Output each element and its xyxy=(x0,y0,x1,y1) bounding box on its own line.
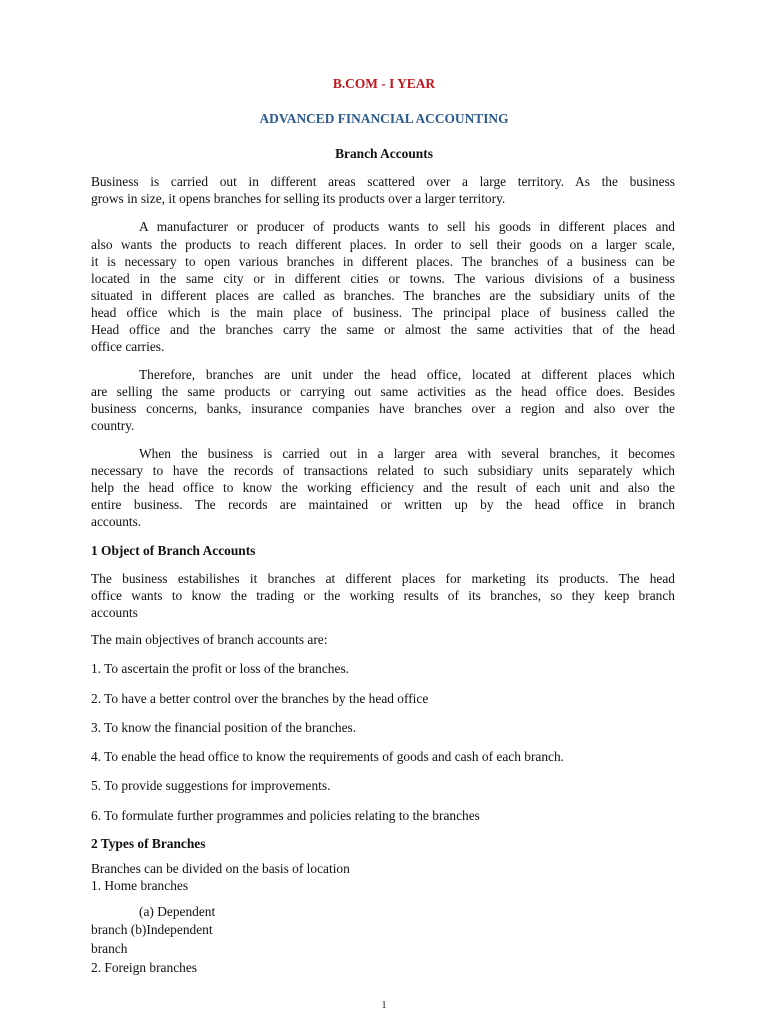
paragraph-line: are selling the same products or carrying out same activities as the head office does. Besides xyxy=(91,384,675,399)
paragraph-line: head office which is the main place of business. The principal place of business called the xyxy=(91,305,675,320)
paragraph-line: office carries. xyxy=(91,339,165,354)
paragraph-line: business concerns, banks, insurance companies have branches over a region and also over the xyxy=(91,401,675,416)
paragraph-line: Branches can be divided on the basis of location xyxy=(91,861,350,876)
list-item: 2. Foreign branches xyxy=(91,960,197,975)
paragraph-line: Business is carried out in different areas scattered over a large territory. As the business xyxy=(91,174,675,189)
list-item: 1. To ascertain the profit or loss of the branches. xyxy=(91,661,349,676)
paragraph-line: office wants to know the trading or the working results of its branches, so they keep branch xyxy=(91,588,675,603)
list-item: 1. Home branches xyxy=(91,878,189,893)
section-heading: 2 Types of Branches xyxy=(91,836,206,851)
paragraph-line: The business estabilishes it branches at different places for marketing its products. The head xyxy=(91,571,675,586)
list-intro: The main objectives of branch accounts are: xyxy=(91,632,328,647)
paragraph-line: accounts xyxy=(91,605,138,620)
paragraph-line: entire business. The records are maintained or written up by the head office in branch xyxy=(91,497,675,512)
paragraph-line: also wants the products to reach different places. In order to sell their goods on a larger scale, xyxy=(91,237,675,252)
paragraph-line: help the head office to know the working efficiency and the result of each unit and also the xyxy=(91,480,675,495)
course-heading: B.COM - I YEAR xyxy=(332,76,436,91)
list-item: 5. To provide suggestions for improvements. xyxy=(91,778,331,793)
page-title: Branch Accounts xyxy=(335,146,433,161)
list-item: (a) Dependent xyxy=(139,904,216,919)
list-item: branch (b)Independent xyxy=(91,922,213,937)
paragraph-line: accounts. xyxy=(91,514,142,529)
list-item: 2. To have a better control over the branches by the head office xyxy=(91,691,429,706)
subject-heading: ADVANCED FINANCIAL ACCOUNTING xyxy=(259,111,509,126)
paragraph-line: When the business is carried out in a larger area with several branches, it becomes xyxy=(139,446,675,461)
section-heading: 1 Object of Branch Accounts xyxy=(91,543,256,558)
paragraph-line: located in the same city or in different cities or towns. The various divisions of a business xyxy=(91,271,675,286)
list-item: 3. To know the financial position of the branches. xyxy=(91,720,357,735)
list-item: branch xyxy=(91,941,128,956)
paragraph-line: Head office and the branches carry the same or almost the same activities that of the head xyxy=(91,322,675,337)
paragraph-line: situated in different places are called as branches. The branches are the subsidiary units of the xyxy=(91,288,675,303)
paragraph-line: country. xyxy=(91,418,135,433)
list-item: 4. To enable the head office to know the requirements of goods and cash of each branch. xyxy=(91,749,565,764)
list-item: 6. To formulate further programmes and policies relating to the branches xyxy=(91,808,480,823)
paragraph-line: necessary to have the records of transactions related to such subsidiary units separately which xyxy=(91,463,675,478)
paragraph-line: grows in size, it opens branches for selling its products over a larger territory. xyxy=(91,191,506,206)
paragraph-line: Therefore, branches are unit under the head office, located at different places which xyxy=(139,367,675,382)
paragraph-line: it is necessary to open various branches in different places. The branches of a business can be xyxy=(91,254,675,269)
page-number: 1 xyxy=(381,1000,387,1011)
paragraph-line: A manufacturer or producer of products wants to sell his goods in different places and xyxy=(139,219,675,234)
